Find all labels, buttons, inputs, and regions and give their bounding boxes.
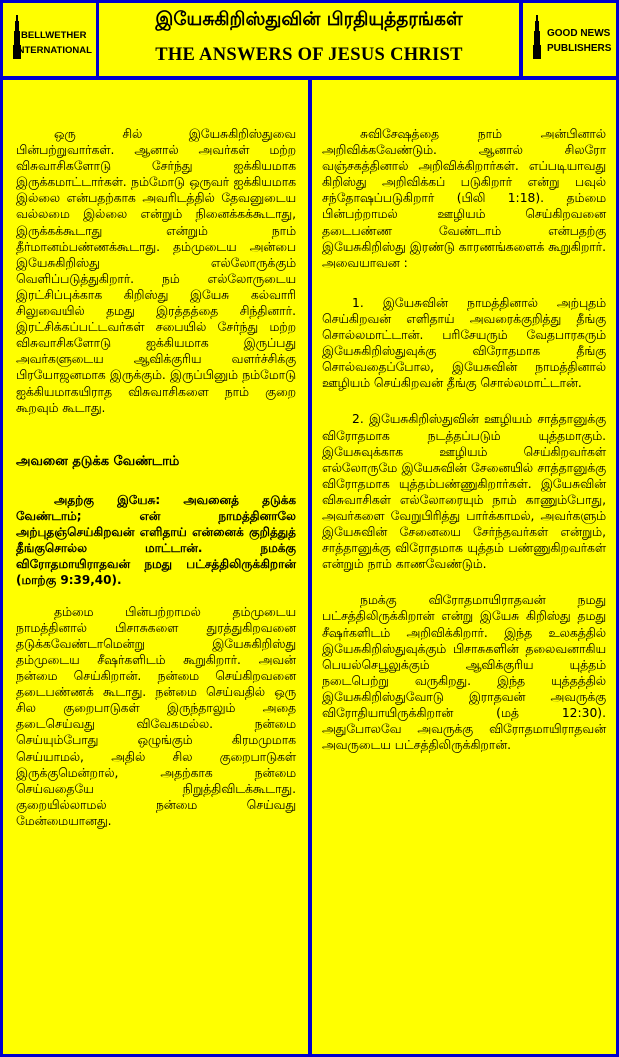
right-paragraph-2: நமக்கு விரோதமாயிராதவன் நமது பட்சத்திலிருக்கிறான் என்று இயேசு கிறிஸ்து தமது சீஷர்களிடம் அறிவிக்கிறார். இந்த உலகத்தில் இயேசுகிறிஸ்துவுக்கும் பிசாசுகளின் தலைவனாகிய பெயல்செபூலுக்கும் ஆவிக்குரிய யுத்தம் நடைபெற்று வருகிறது. இந்த யுத்தத்தில் இயேசுகிறிஸ்துவோடு இராதவன் அவருக்கு விரோதியாயிருக்கிறான் (மத் 12:30). அதுபோலவே அவருக்கு விரோதமாயிராதவன் அவருடைய பட்சத்திலிருக்கிறான்.	[322, 593, 606, 753]
page-header	[99, 3, 519, 76]
left-column	[3, 80, 308, 1054]
logo-text-line1: GOOD NEWS	[547, 28, 611, 39]
left-paragraph-2: தம்மை பின்பற்றாமல் தம்முடைய நாமத்தினால் பிசாசுகளை துரத்துகிறவனை தடுக்கவேண்டாமென்று இயேசுகிறிஸ்து தம்முடைய சீஷர்களிடம் கூறுகிறார். அவன் நன்மை செய்கிறான். நன்மை செய்கிறவனை தடைபண்ணக் கூடாது. நன்மை செய்வதில் ஒரு சில குறைபாடுகள் இருந்தாலும் அதை தடைசெய்வது விவேகமல்ல. நன்மை செய்யும்போது ஒழுங்கும் கிரமமுமாக செய்யாமல், அதில் சில குறைபாடுகள் இருக்குமென்றால், அதற்காக நன்மை செய்வதையே நிறுத்திவிடக்கூடாது. குறையில்லாமல் நன்மை செய்வது மேன்மையானது.	[16, 604, 296, 828]
tower-icon	[533, 15, 541, 59]
section-heading: அவனை தடுக்க வேண்டாம்	[16, 453, 180, 469]
right-column	[312, 80, 616, 1054]
reason-item-2: 2. இயேசுகிறிஸ்துவின் ஊழியம் சாத்தானுக்கு விரோதமாக நடத்தப்படும் யுத்தமாகும். இயேசுவுக்காக ஊழியம் செய்கிறவர்கள் எல்லோருமே இயேசுவின் சேனையில் சாத்தானுக்கு விரோதமாக யுத்தம்பண்ணுகிறார்கள். இயேசுவின் விசுவாசிகள் எல்லோரையும் நாம் காணும்போது, அவர்களை வேறுபிரித்து பார்க்காமல், அவர்களும் இயேசுவின் சேனையை சேர்ந்தவர்கள் என்றும், சாத்தானுக்கு விரோதமாக யுத்தம் பண்ணுகிறவர்கள் என்றும் நாம் காணவேண்டும்.	[322, 412, 606, 572]
logo-text-line2: INTERNATIONAL	[15, 45, 92, 56]
reason-item-1: 1. இயேசுவின் நாமத்தினால் அற்புதம் செய்கிறவன் எளிதாய் அவரைக்குறித்து தீங்கு சொல்லமாட்டான். பரிசேயரும் வேதபாரகரும் இயேசுகிறிஸ்துவுக்கு விரோதமாக தீங்கு சொல்வதைப்போல, இயேசுவின் நாமத்தினால் ஊழியம் செய்கிறவன் தீங்கு சொல்லமாட்டான்.	[322, 295, 606, 391]
right-paragraph-1: சுவிசேஷத்தை நாம் அன்பினால் அறிவிக்கவேண்டும். ஆனால் சிலரோ வஞ்சகத்தினால் அறிவிக்கிறார்கள். எப்படியாவது கிறிஸ்து அறிவிக்கப் படுகிறார் என்று பவுல் சந்தோஷப்படுகிறார் (பிலி 1:18). தம்மை பின்பற்றாமல் ஊழியம் செய்கிறவனை தடைபண்ண வேண்டாம் என்பதற்கு இயேசுகிறிஸ்து இரண்டு காரணங்களைக் கூறுகிறார். அவையாவன :	[322, 127, 606, 270]
bellwether-logo	[3, 3, 96, 76]
good-news-publishers-logo	[523, 3, 616, 76]
left-paragraph-1: ஒரு சில் இயேசுகிறிஸ்துவை பின்பற்றுவார்கள். ஆனால் அவர்கள் மற்ற விசுவாசிகளோடு சேர்ந்து ஐக்கியமாக இருக்கமாட்டார்கள். நம்மோடு ஒருவர் ஐக்கியமாக இல்லை என்பதற்காக அவரிடத்தில் தேவனுடைய வல்லமை இல்லை என்றும் நினைக்கக்கூடாது, இருக்கக்கூடாது என்றும் நாம் தீர்மானம்பண்ணக்கூடாது. தம்முடைய அன்பை இயேசுகிறிஸ்து எல்லோருக்கும் வெளிப்படுத்துகிறார். நம் எல்லோருடைய இரட்சிப்புக்காக கிறிஸ்து இயேசு கல்வாரி சிலுவையில் தமது இரத்தத்தை சிந்தினார். இரட்சிக்கப்பட்டவர்கள் சபையில் சேர்ந்து மற்ற விசுவாசிகளோடு ஐக்கியமாக இருப்பது அவர்களுடைய ஆவிக்குரிய வளர்ச்சிக்கு பிரயோஜனமாக இருக்கும். இருப்பினும் நம்மோடு ஐக்கியமாகயிராத விசுவாசிகளை நாம் குறை கூறவும் கூடாது.	[16, 127, 296, 415]
title-tamil: இயேசுகிறிஸ்துவின் பிரதியுத்தரங்கள்	[155, 9, 463, 30]
title-english: THE ANSWERS OF JESUS CHRIST	[155, 45, 463, 65]
scripture-quote: அதற்கு இயேசு: அவனைத் தடுக்க வேண்டாம்; என் நாமத்தினாலே அற்புதஞ்செய்கிறவன் எளிதாய் என்னைக் குறித்துத் தீங்குசொல்ல மாட்டான். நமக்கு விரோதமாயிராதவன் நமது பட்சத்திலிருக்கிறான் (மாற்கு 9:39,40).	[16, 492, 296, 587]
logo-text-line1: BELLWETHER	[21, 30, 87, 41]
logo-text-line2: PUBLISHERS	[547, 43, 612, 54]
